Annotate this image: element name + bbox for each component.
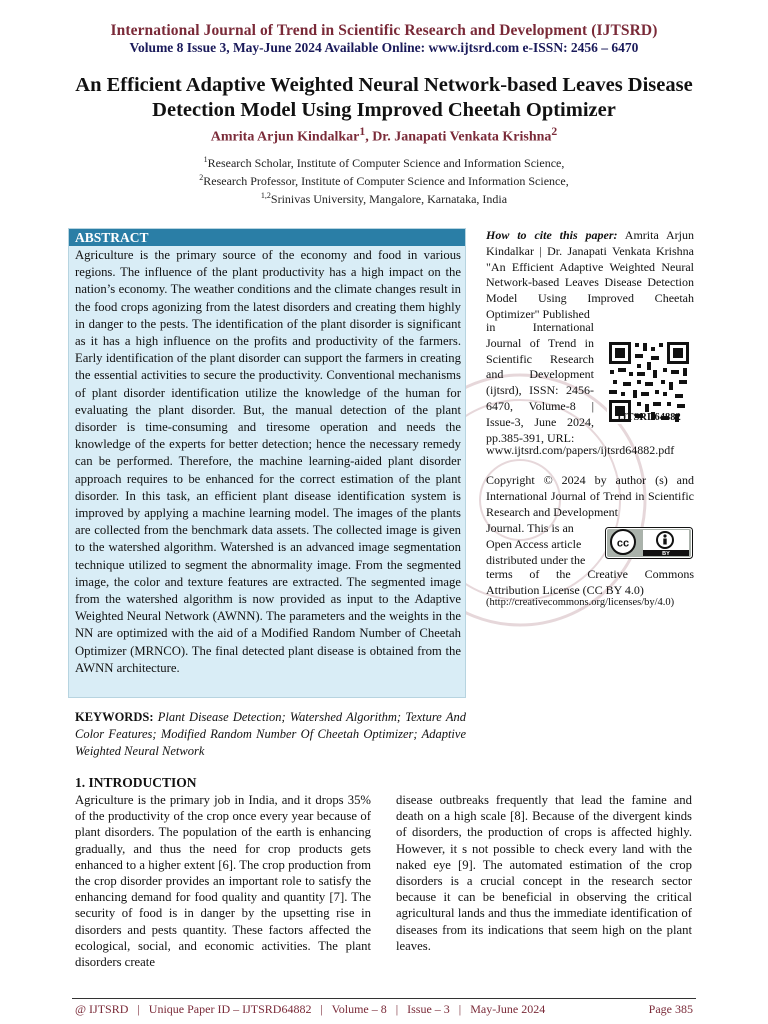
- affiliation-3-text: Srinivas University, Mangalore, Karnataka, India: [270, 192, 508, 206]
- svg-text:cc: cc: [616, 537, 630, 550]
- qr-paper-id: IJTSRD64882: [617, 412, 681, 423]
- citation-block: [486, 228, 694, 323]
- citation-text: Amrita Arjun Kindalkar | Dr. Janapati Venkata Krishna "An Efficient Adaptive Weighted Neural Network-based Leaves Disease Detection Model Using Improved Cheetah Optimizer" Published: [486, 228, 695, 321]
- cc-by-license-icon[interactable]: [605, 527, 693, 559]
- paper-title: An Efficient Adaptive Weighted Neural Network-based Leaves Disease Detection Model Using Improved Cheetah Optimizer: [75, 74, 693, 121]
- section-heading-introduction: 1. INTRODUCTION: [75, 775, 197, 790]
- keywords-label: KEYWORDS:: [75, 710, 154, 724]
- page-number: Page 385: [648, 1002, 693, 1016]
- intro-column-1: Agriculture is the primary job in India, and it drops 35% of the productivity of the crop once every year because of plant disorders. The population of the earth is enhancing gradually, and thus the need for crop products gets enhanced to a higher extent [6]. The crop production from the crop disorder provides an important role to satisfy the enhancing demand for food quality and quantity [7]. The security of food is in danger by the upsetting rise in disorders and pests quantity. These factors affected the ecological, social, and economic activities. The plant disorders create: [75, 793, 371, 970]
- affiliation-1: [0, 155, 768, 171]
- copyright-text: Copyright © 2024 by author (s) and International Journal of Trend in Scientific Research and Development: [486, 473, 694, 519]
- abstract-box: [68, 228, 466, 698]
- affiliation-1-text: Research Scholar, Institute of Computer Science and Information Science,: [207, 156, 565, 170]
- author-separator: ,: [365, 129, 373, 145]
- author-1: Amrita Arjun Kindalkar: [210, 129, 360, 145]
- affiliation-2-text: Research Professor, Institute of Computer Science and Information Science,: [203, 174, 569, 188]
- copyright-text-2: Journal. This is an Open Access article distributed under the: [486, 521, 586, 567]
- author-1-sup: 1: [359, 125, 366, 138]
- abstract-heading: ABSTRACT: [69, 229, 465, 246]
- citation-url[interactable]: www.ijtsrd.com/papers/ijtsrd64882.pdf: [486, 443, 675, 457]
- footer-info: @ IJTSRD | Unique Paper ID – IJTSRD64882 | Volume – 8 | Issue – 3 | May-June 2024: [75, 1002, 546, 1016]
- affiliation-3: [0, 191, 768, 207]
- affiliation-2-sup: 2: [199, 173, 204, 182]
- citation-heading: How to cite this paper:: [486, 228, 618, 242]
- copyright-text-3: terms of the Creative Commons Attribution License (CC BY 4.0): [486, 567, 694, 597]
- keywords-text: Plant Disease Detection; Watershed Algorithm; Texture And Color Features; Modified Random Number Of Cheetah Optimizer; Adaptive Weighted Neural Network: [75, 710, 466, 758]
- author-2-sup: 2: [551, 125, 558, 138]
- issue-line: Volume 8 Issue 3, May-June 2024 Available Online: www.ijtsrd.com e-ISSN: 2456 – 6470: [129, 40, 639, 55]
- citation-continued: in International Journal of Trend in Scientific Research and Development (ijtsrd), ISSN: 2456-6470, Volume-8 | Issue-3, June 2024, pp.385-391, URL:: [486, 320, 594, 445]
- author-2: Dr. Janapati Venkata Krishna: [372, 129, 552, 145]
- intro-column-2: disease outbreaks frequently that lead the famine and death on a high scale [8]. Because of the divergent kinds of disorders, the production of crops is affected highly. However, it s not possible to check every land with the naked eye [9]. The automated estimation of the crop disorders is a crucial concept in the research sector because it can be beneficial in observing the critical agricultural lands and thus the immediate identification of diseases from its indications that seem high on the plant leaves.: [396, 793, 692, 953]
- footer-divider: [72, 998, 696, 999]
- journal-title: International Journal of Trend in Scientific Research and Development (IJTSRD): [110, 22, 658, 39]
- affiliation-1-sup: 1: [203, 155, 208, 164]
- abstract-text: Agriculture is the primary source of the economy and food in various regions. The influence of the plant productivity has a high impact on the nation’s economy. The weather conditions and the climate changes result in the food crops agonizing from the latest disorders and creating them highly in danger to the pests. The identification of the plant disorder is significant as it has a high influence on the profits and productivity of the farmers. Early identification of the plant disorder can support the farmers in creating the essential activities to secure the productivity. Conventional mechanisms of plant disorder identification utilize the knowledge of the human for evaluating the plant disorder. But, the manual detection of the plant disorder is time-consuming and tiresome operation and needs the knowledge of the experts for better detection; hence the necessary remedy can be performed. Therefore, the machine learning-aided plant disorder approach requires to be enhanced for the correct estimation of the plant disorder. In this task, an efficient plant disease identification system is improved by applying a machine learning model. The images of the plants are collected from the benchmark data assets. The collected image is given to the watershed algorithm. Watershed is an advanced image segmentation technique utilized to segment the abnormality image. From the segmented image, the color and texture features are extracted. The segmented image from the watershed algorithm is now provided as input to the Adaptive Weighted Neural Network (AWNN). The parameters and the weights in the NN are optimized with the aid of a Modified Random Number of Cheetah Optimizer (MRNCO). The final detected plant disease is obtained from the AWNN architecture.: [75, 248, 461, 675]
- cc-by-label: BY: [662, 551, 670, 557]
- affiliation-3-sup: 1,2: [260, 191, 271, 200]
- license-url[interactable]: (http://creativecommons.org/licenses/by/4.0): [486, 597, 675, 608]
- author-line: [0, 125, 768, 146]
- keywords: [75, 709, 466, 760]
- affiliation-2: [0, 173, 768, 189]
